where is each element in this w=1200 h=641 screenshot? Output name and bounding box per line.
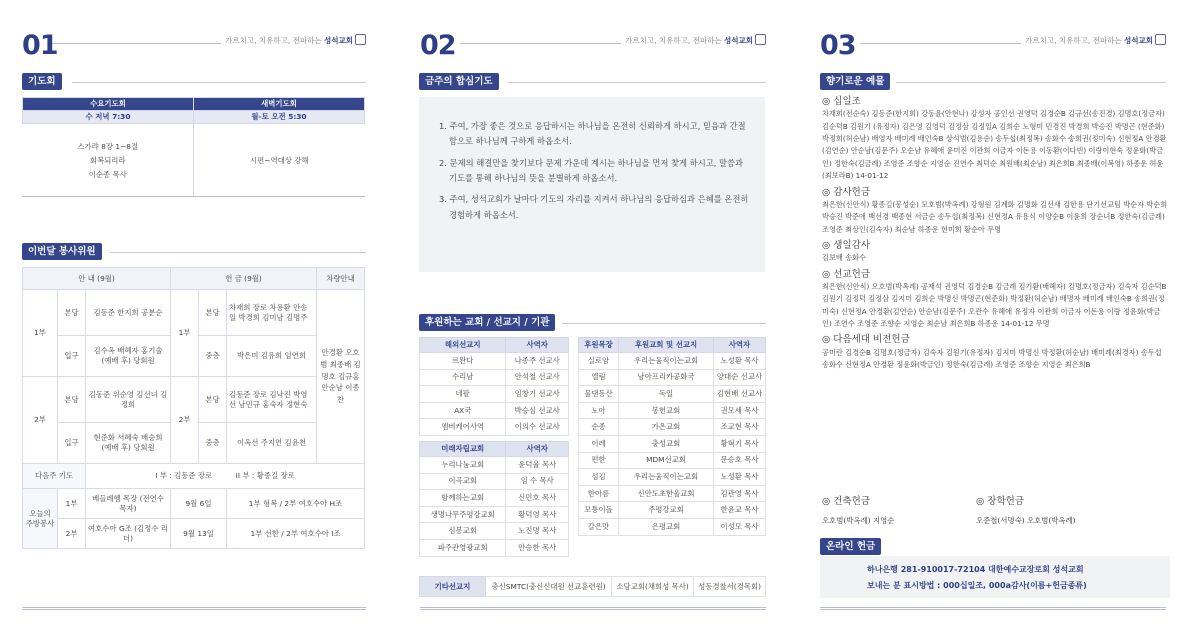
prayer-meeting-table: 수요기도회 새벽기도회 수 저녁 7:30 월-토 오전 5:30 스가랴 8장 1~8절 회복되리라 이순종 목사 시편~역대상 강해 xyxy=(22,97,365,198)
overseas-mission-table: 해외선교지 사역자 르완다 나종주 선교사 수리남 안석철 선교사 네팔 임창기 선교사 AX국 박승심 선교사 엠버케어사역 이의수 선교사 미래자립교회 사역자 누리나눔교회 윤덕율 목사 이곡교회 임 수 목사 함께하는교회 신민호 목사 생명나무주평강교회 황덕영 목사 심봉교회 노진명 목사 파주관영광교회 안승한 목사 xyxy=(419,337,569,557)
table-cell: 심봉교회 xyxy=(420,523,506,540)
table-cell: 노아 xyxy=(579,402,619,419)
service-volunteer-table: 안 내 (9월) 헌 금 (9월) 차량안내 1부 본당 김동준 한지희 공분순 1부 본당 차재희 장로 차용환 안송일 박경희 김미남 김명주 안경환 오호범 최종배 김명호 김규홍 안순남 이종찬 입구 김수옥 배혜자 홍기술 (예배 후) 당회원 중층 박은미 김유희 임연희 2부 본당 김동준 위순영 김선녀 김정희 2부 본당 김동준 장로 김낙진 박영선 남민규 홍숙자 정현숙 입구 현준화 서혜숙 배승희 (예배 후) 당회원 중층 이옥선 주지연 김윤천 다음주 기도 I 부 : 김동준 장로 II 부 : 황종길 장로 오늘의 주방봉사 1부 베들레헴 목장 (전연수 목자) 9월 6일 1부 형복 / 2부 여호수아 H조 2부 여호수아 G조 (김정수 리더) 9월 13일 1부 선한 / 2부 여호수아 I조 xyxy=(22,267,365,549)
table-cell: 독일 xyxy=(619,386,714,403)
table-cell: 한윤교 목사 xyxy=(714,502,766,519)
table-cell: 노성환 목사 xyxy=(714,469,766,486)
table-cell: 안승한 목사 xyxy=(506,539,569,556)
table-cell: 충성교회 xyxy=(619,435,714,452)
table-cell: 편한 xyxy=(579,452,619,469)
table-cell: 임창기 선교사 xyxy=(506,386,569,403)
leaf-icon xyxy=(1155,34,1166,45)
header-tagline: 가르치고, 치유하고, 전파하는 성석교회 xyxy=(621,34,766,46)
section-title-prayer: 기도회 xyxy=(22,73,62,90)
table-cell: 실로암 xyxy=(579,353,619,370)
offering-list xyxy=(822,95,1170,371)
table-cell: 모퉁이돌 xyxy=(579,502,619,519)
table-cell: 누리나눔교회 xyxy=(420,456,506,473)
section-title-offering: 향기로운 예물 xyxy=(820,73,890,90)
table-cell: 충신SMTC(충신신대원 선교훈련원) xyxy=(486,577,612,597)
table-cell: 한아름 xyxy=(579,485,619,502)
table-cell: 김현배 선교사 xyxy=(714,386,766,403)
transfer-instructions: 보내는 분 표시방법 : 000십일조, 000a감사(이름+헌금종류) xyxy=(867,581,1087,590)
table-cell: MDM선교회 xyxy=(619,452,714,469)
table-cell: 권모세 목사 xyxy=(714,402,766,419)
page-number: 03 xyxy=(820,30,856,61)
section-title-support: 후원하는 교회 / 선교지 / 기관 xyxy=(419,314,555,331)
table-cell: 황혁기 목사 xyxy=(714,435,766,452)
table-cell: 은평교회 xyxy=(619,518,714,535)
offering-section-title: ◎ 감사헌금 xyxy=(822,186,871,198)
table-cell: 이의수 선교사 xyxy=(506,419,569,436)
table-cell: 우리는움직이는교회 xyxy=(619,469,714,486)
table-cell: 황덕영 목사 xyxy=(506,506,569,523)
table-cell: 섬김 xyxy=(579,469,619,486)
table-cell: 김관영 목사 xyxy=(714,485,766,502)
table-cell: 임 수 목사 xyxy=(506,473,569,490)
table-cell: 나종주 선교사 xyxy=(506,353,569,370)
table-cell: 성동경찰서(경목회) xyxy=(694,577,766,597)
table-cell: 수리남 xyxy=(420,369,506,386)
table-cell: 소담교회(채희성 목사) xyxy=(612,577,694,597)
table-cell: 이레 xyxy=(579,435,619,452)
offering-section-body: 최은한(신안식) 황종길(봉성순) 모호범(박옥례) 강형원 김계화 김명화 김선새 김한용 단기선교팀 박순자 박순희 박승진 박준애 백선경 백종현 서금순 송두섭(최정복) 신현정A 유용식 이양순B 이윤희 장순녀B 정한숙(김금례) 조영준 최상인(김숙자) 최순남 하종운 현미희 황순아 무명 xyxy=(822,199,1168,234)
table-cell: 생명나무주평강교회 xyxy=(420,506,506,523)
offering-section-body: 최은한(신안식) 오호범(박옥례) 공재석 권영덕 김경순B 김금례 김기환(배혜자) 김명호(정금자) 김숙자 김순덕B 김원기 김정덕 김정삼 김지미 김희순 박명신 박명곤(현준화) 박정환(허순남) 배명자 배미례 배인숙B 송희권(정미숙) 신현정A 안경환(김연순) 안순남(김문주) 오관수 유혜애 유정자 이관희 이금자 이돈용 이랑 정윤화(박금인) 조연수 조영준 조향순 지영순 최순남 최은희B 하종운 14-01-12 무명 xyxy=(822,281,1167,329)
table-cell: 엠버케어사역 xyxy=(420,419,506,436)
offering-section-body: 차재희(전순숙) 김동준(한지희) 강동윤(안현나) 강성자 공인선 권영덕 김경순B 김규선(송진경) 김명호(정금자) 김순덕B 김원기 (유정자) 김은영 김영덕 김정삼 김정일A 김희순 노형미 민경진 박경희 박승진 박명곤 (현준화) 박정희(허순남) 배영자 배미례 배인숙B 상석범(김용순) 송두섭(최정복) 송화수 송희권(정미숙) 신현정A 안경환(김연순) 안순남(김문주) 오순남 유혜애 윤미진 이관희 이금자 이돈용 이동환(이다빈) 이랑이현숙 정윤화(박금인) 정한숙(김금례) 조영준 조향순 지영순 진연수 최덕순 최원배(최순남) 최은희B 최종배(이복영) 하종운 허윤(최보라B) 14-01-12 xyxy=(822,109,1167,181)
prayer-item: 1. 주여, 가장 좋은 것으로 응답하시는 하나님을 온전히 신뢰하게 하시고, 믿음과 간절함으로 하나님께 구하게 하옵소서. xyxy=(439,121,746,147)
table-cell: 주평강교회 xyxy=(619,502,714,519)
table-cell: 르완다 xyxy=(420,353,506,370)
table-cell: 박승심 선교사 xyxy=(506,402,569,419)
table-cell: 함께하는교회 xyxy=(420,490,506,507)
pen-icon xyxy=(755,34,766,45)
table-cell: 봉헌교회 xyxy=(619,402,714,419)
table-cell: 이곡교회 xyxy=(420,473,506,490)
other-mission-table: 기타선교지 충신SMTC(충신신대원 선교훈련원) 소담교회(채희성 목사) 성동경찰서(경목회) xyxy=(419,576,766,597)
table-cell: 물댄동산 xyxy=(579,386,619,403)
table-cell: 네팔 xyxy=(420,386,506,403)
table-cell: AX국 xyxy=(420,402,506,419)
offering-section-body: 김보배 송화수 xyxy=(822,253,866,263)
table-cell: 가온교회 xyxy=(619,419,714,436)
table-cell: 파주관영광교회 xyxy=(420,539,506,556)
building-offering: ◎ 건축헌금 오호범(박옥례) 지영순 xyxy=(822,496,895,526)
prayer-item: 3. 주여, 성석교회가 날마다 기도의 자리를 지켜서 하나님의 응답하심과 은혜를 온전히 경험하게 하옵소서. xyxy=(439,194,749,220)
table-cell: 노성환 목사 xyxy=(714,353,766,370)
offering-section-title: ◎ 십일조 xyxy=(822,96,861,107)
offering-section-body: 공미란 김경순B 김명호(정금자) 김숙자 김원기(유정자) 김지미 박명신 박정환(허순남) 배미례(최경자) 송두섭 송화수 신현정A 안경환 정윤화(박금인) 정한숙(김금례) 조영준 조향순 지영순 최은희B xyxy=(822,347,1162,370)
table-cell: 순종 xyxy=(579,419,619,436)
table-cell: 엘림 xyxy=(579,369,619,386)
prayer-item: 2. 문제의 해결만을 찾기보다 문제 가운데 계시는 하나님을 먼저 찾게 하시고, 말씀과 기도를 통해 하나님의 뜻을 분별하게 하옵소서. xyxy=(439,157,744,184)
page-panel-1 xyxy=(0,0,390,641)
table-cell: 우리는움직이는교회 xyxy=(619,353,714,370)
page-number: 02 xyxy=(420,30,456,61)
scholarship-offering: ◎ 장학헌금 오준철(서명숙) 오호범(박옥례) xyxy=(976,496,1076,526)
table-cell: 신민호 목사 xyxy=(506,490,569,507)
bank-account: 하나은행 281-910017-72104 대한예수교장로회 성석교회 xyxy=(867,565,1084,574)
table-cell: 문승호 목사 xyxy=(714,452,766,469)
section-title-online: 온라인 헌금 xyxy=(820,538,881,555)
table-cell: 신안도초한울교회 xyxy=(619,485,714,502)
header-tagline: 가르치고, 치유하고, 전파하는 성석교회 xyxy=(1021,34,1166,46)
book-icon xyxy=(355,34,366,45)
joint-prayer-box xyxy=(419,97,765,272)
table-cell: 조교현 목사 xyxy=(714,419,766,436)
online-offering-box xyxy=(820,556,1170,598)
offering-section-title: ◎ 선교헌금 xyxy=(822,268,871,280)
section-title-service: 이번달 봉사위원 xyxy=(22,243,102,260)
offering-section-title: ◎ 다음세대 비전헌금 xyxy=(822,334,910,346)
table-cell: 양대순 선교사 xyxy=(714,369,766,386)
page-number: 01 xyxy=(22,30,58,61)
section-title-joint-prayer: 금주의 합심기도 xyxy=(419,73,499,90)
offering-section-title: ◎ 생일감사 xyxy=(822,239,871,251)
table-cell: 남아프리카공화국 xyxy=(619,369,714,386)
table-cell: 윤덕율 목사 xyxy=(506,456,569,473)
table-cell: 노진명 목사 xyxy=(506,523,569,540)
table-cell: 안석철 선교사 xyxy=(506,369,569,386)
table-cell: 갈은맛 xyxy=(579,518,619,535)
table-cell: 이성모 목사 xyxy=(714,518,766,535)
supporting-group-table: 후원목장 후원교회 및 선교지 사역자 실로암 우리는움직이는교회 노성환 목사 엘림 남아프리카공화국 양대순 선교사 물댄동산 독일 김현배 선교사 노아 봉헌교회 권모세 목사 순종 가온교회 조교현 목사 이레 충성교회 황혁기 목사 편한 MDM선교회 문승호 목사 섬김 우리는움직이는교회 노성환 목사 한아름 신안도초한울교회 김관영 목사 모퉁이돌 주평강교회 한윤교 목사 갈은맛 은평교회 이성모 목사 xyxy=(578,337,766,536)
header-tagline: 가르치고, 치유하고, 전파하는 성석교회 xyxy=(221,34,366,46)
